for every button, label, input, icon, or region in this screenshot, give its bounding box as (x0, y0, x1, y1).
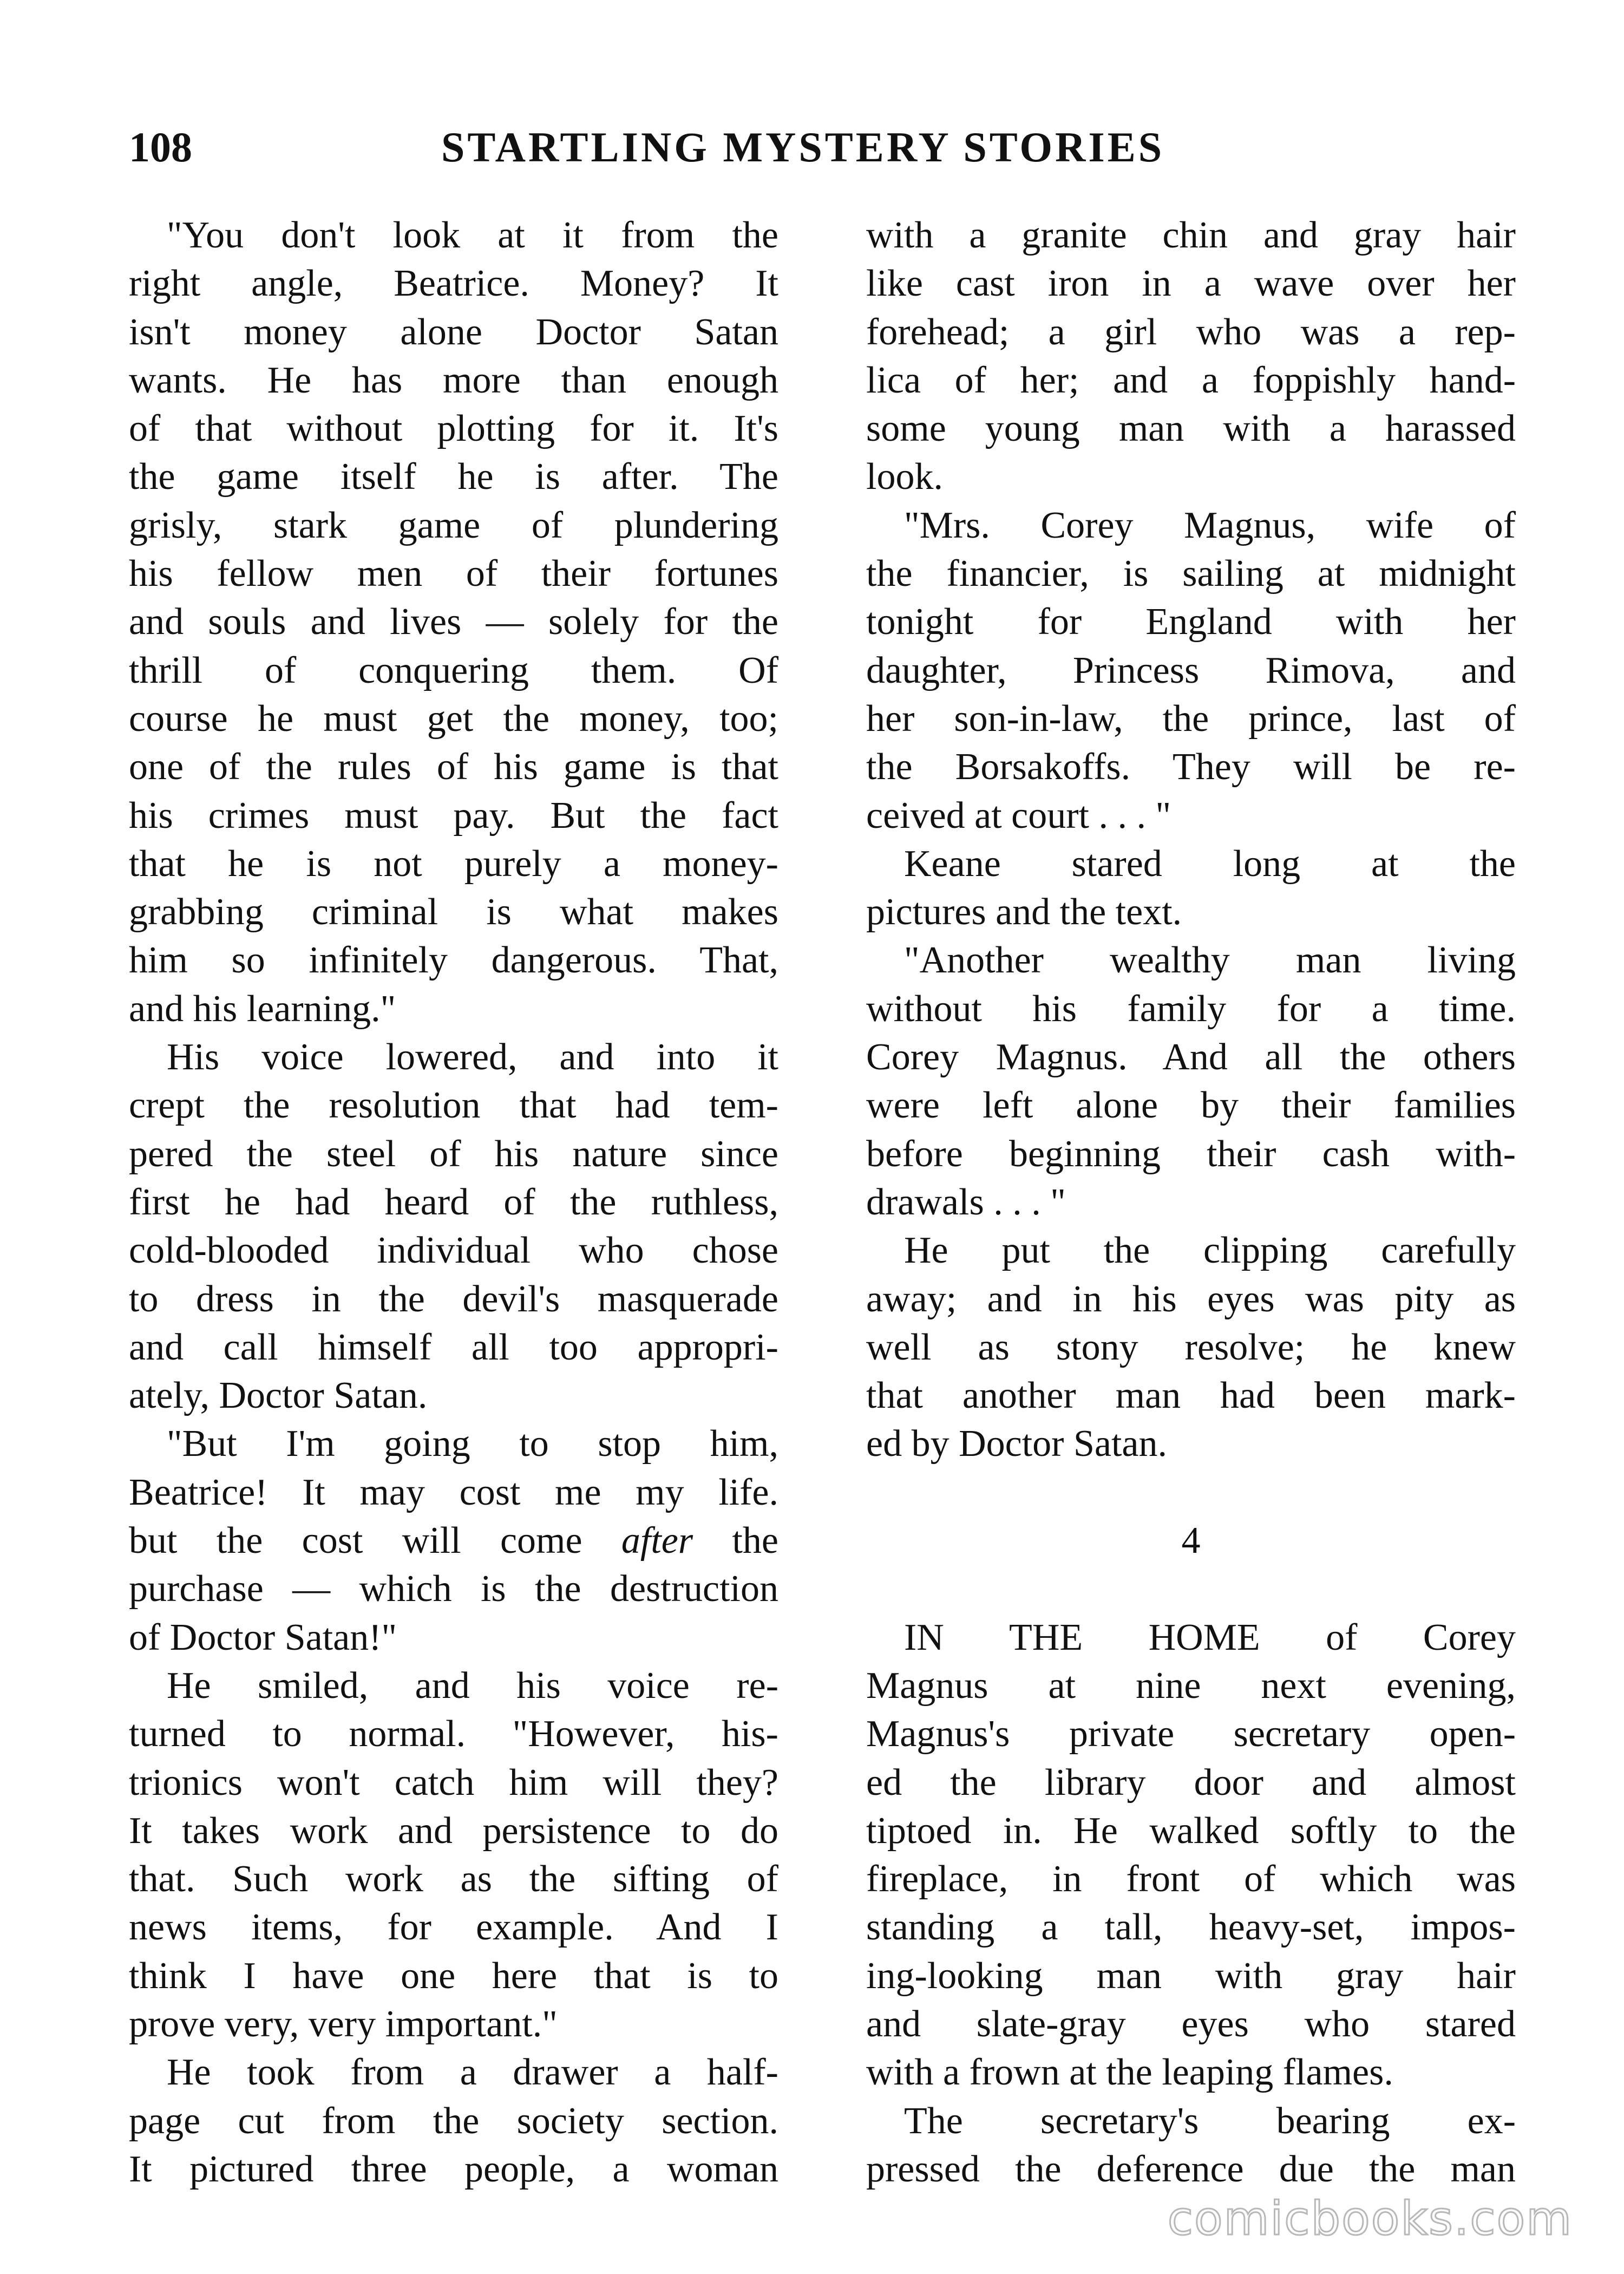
text-line: It pictured three people, a woman (129, 2148, 778, 2190)
text-line: first he had heard of the ruthless, (129, 1181, 778, 1223)
text-line: He smiled, and his voice re- (167, 1664, 778, 1707)
right-text-column (866, 211, 1516, 2193)
text-line: He put the clipping carefully (904, 1230, 1516, 1272)
text-line: The secretary's bearing ex- (904, 2100, 1516, 2142)
text-line: cold-blooded individual who chose (129, 1230, 778, 1272)
text-line: drawals . . . " (866, 1181, 1066, 1223)
text-line: forehead; a girl who was a rep- (866, 311, 1516, 353)
text-line: lica of her; and a foppishly hand- (866, 359, 1516, 401)
running-title: STARTLING MYSTERY STORIES (441, 123, 1165, 171)
text-line: ceived at court . . . " (866, 794, 1171, 837)
text-line: with a frown at the leaping flames. (866, 2051, 1393, 2094)
text-line: well as stony resolve; he knew (866, 1326, 1516, 1368)
text-line: and call himself all too appropri- (129, 1326, 778, 1368)
text-line: without his family for a time. (866, 988, 1516, 1030)
text-line: think I have one here that is to (129, 1955, 778, 1997)
blank-line (866, 1565, 1516, 1613)
text-line: but the cost will come after the (129, 1520, 778, 1562)
text-line: Magnus's private secretary open- (866, 1713, 1516, 1755)
text-line: before beginning their cash with- (866, 1133, 1516, 1175)
text-line: grabbing criminal is what makes (129, 891, 778, 933)
text-line: tiptoed in. He walked softly to the (866, 1809, 1516, 1852)
text-line: It takes work and persistence to do (129, 1809, 778, 1852)
text-line: isn't money alone Doctor Satan (129, 311, 778, 353)
text-line: ed by Doctor Satan. (866, 1423, 1167, 1465)
text-line: like cast iron in a wave over her (866, 263, 1516, 305)
text-line: and souls and lives — solely for the (129, 601, 778, 643)
text-line: away; and in his eyes was pity as (866, 1278, 1516, 1320)
blank-line (866, 1468, 1516, 1517)
text-line: wants. He has more than enough (129, 359, 778, 401)
text-line: some young man with a harassed (866, 408, 1516, 450)
text-line: thrill of conquering them. Of (129, 649, 778, 691)
text-line: turned to normal. "However, his- (129, 1713, 778, 1755)
left-text-column (129, 211, 778, 2193)
chapter-number: 4 (1181, 1520, 1201, 1562)
text-line: look. (866, 456, 943, 498)
text-line: and slate-gray eyes who stared (866, 2003, 1516, 2045)
text-line: his crimes must pay. But the fact (129, 794, 778, 837)
text-line: fireplace, in front of which was (866, 1858, 1516, 1900)
text-line: pictures and the text. (866, 891, 1182, 933)
text-line: pered the steel of his nature since (129, 1133, 778, 1175)
text-line: Corey Magnus. And all the others (866, 1036, 1516, 1079)
text-line: ing-looking man with gray hair (866, 1955, 1516, 1997)
text-line: Beatrice! It may cost me my life. (129, 1471, 778, 1513)
text-line: purchase — which is the destruction (129, 1568, 778, 1610)
text-line: that another man had been mark- (866, 1375, 1516, 1417)
text-line: grisly, stark game of plundering (129, 504, 778, 546)
text-line: "Another wealthy man living (904, 939, 1516, 982)
text-line: Magnus at nine next evening, (866, 1664, 1516, 1707)
text-line: He took from a drawer a half- (167, 2051, 778, 2094)
text-line: one of the rules of his game is that (129, 746, 778, 788)
text-line: of that without plotting for it. It's (129, 408, 778, 450)
text-line: tonight for England with her (866, 601, 1516, 643)
text-line: prove very, very important." (129, 2003, 558, 2045)
text-line: "But I'm going to stop him, (167, 1423, 778, 1465)
text-line: ately, Doctor Satan. (129, 1375, 428, 1417)
text-line: that he is not purely a money- (129, 842, 778, 885)
text-line: ed the library door and almost (866, 1761, 1516, 1803)
text-line: daughter, Princess Rimova, and (866, 649, 1516, 691)
text-line: him so infinitely dangerous. That, (129, 939, 778, 982)
text-line: right angle, Beatrice. Money? It (129, 263, 778, 305)
watermark-logo: comicbooks.com (1167, 2192, 1573, 2246)
text-line: His voice lowered, and into it (167, 1036, 778, 1079)
emphasis-word: after (621, 1520, 693, 1562)
text-line: to dress in the devil's masquerade (129, 1278, 778, 1320)
text-line: IN THE HOME of Corey (904, 1616, 1516, 1658)
text-line: trionics won't catch him will they? (129, 1761, 778, 1803)
text-line: Keane stared long at the (904, 842, 1516, 885)
text-line: with a granite chin and gray hair (866, 214, 1516, 256)
text-line: and his learning." (129, 988, 396, 1030)
text-line: page cut from the society section. (129, 2100, 778, 2142)
text-line: standing a tall, heavy-set, impos- (866, 1906, 1516, 1949)
text-line: news items, for example. And I (129, 1906, 778, 1949)
text-line: "Mrs. Corey Magnus, wife of (904, 504, 1516, 546)
text-line: the Borsakoffs. They will be re- (866, 746, 1516, 788)
text-line: her son-in-law, the prince, last of (866, 697, 1516, 740)
text-line: the game itself he is after. The (129, 456, 778, 498)
text-line: that. Such work as the sifting of (129, 1858, 778, 1900)
text-line: crept the resolution that had tem- (129, 1084, 778, 1127)
text-line: course he must get the money, too; (129, 697, 778, 740)
text-line: of Doctor Satan!" (129, 1616, 397, 1658)
text-line: "You don't look at it from the (167, 214, 778, 256)
text-line: were left alone by their families (866, 1084, 1516, 1127)
page-number: 108 (129, 123, 192, 171)
text-line: his fellow men of their fortunes (129, 553, 778, 595)
text-line: pressed the deference due the man (866, 2148, 1516, 2190)
text-line: the financier, is sailing at midnight (866, 553, 1516, 595)
